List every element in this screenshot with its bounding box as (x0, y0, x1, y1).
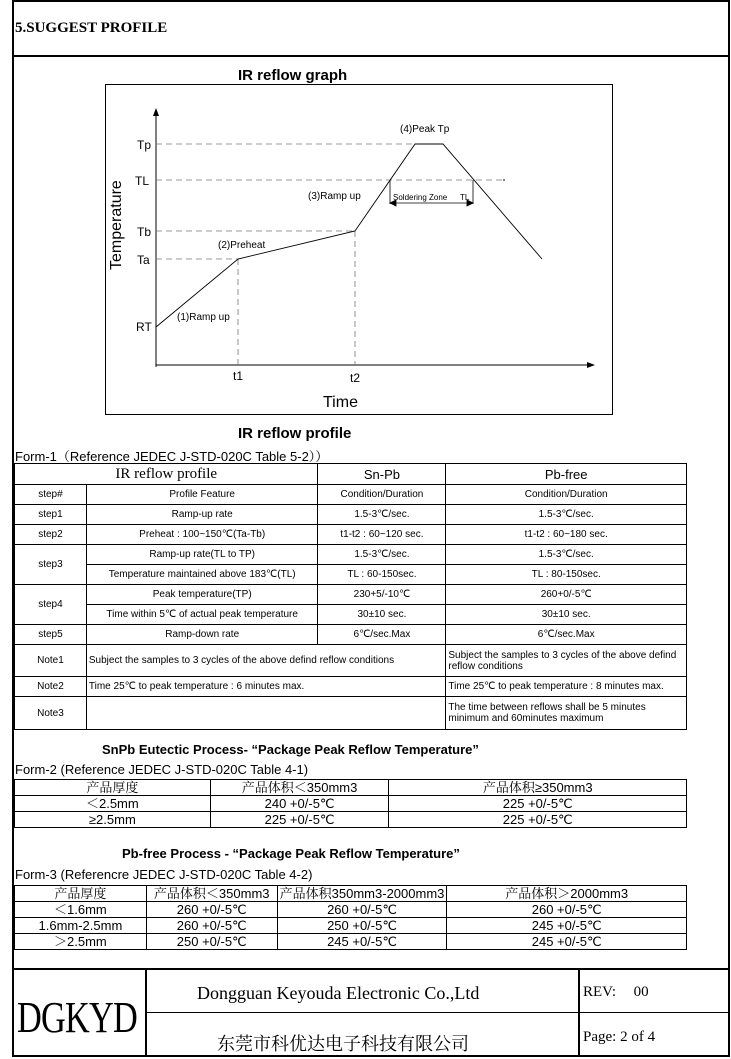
form3-table (14, 885, 687, 950)
guide-lines (156, 144, 505, 365)
form2-heading: SnPb Eutectic Process- “Package Peak Reflow Temperature” (102, 742, 479, 757)
table-cell: ＜2.5mm (15, 796, 211, 812)
y-tick-rt: RT (136, 320, 152, 334)
profile-curve (156, 144, 542, 327)
x-tick-t2: t2 (350, 371, 361, 385)
form2-label: Form-2 (Reference JEDEC J-STD-020C Table 4-1) (15, 762, 309, 777)
company-logo: DGKYD (17, 993, 138, 1042)
table-cell: step5 (15, 625, 87, 645)
table-cell: Peak temperature(TP) (86, 585, 318, 605)
form1-label: Form-1（Reference JEDEC J-STD-020C Table 5-2）） (15, 449, 329, 464)
table-cell: 225 +0/-5℃ (389, 796, 687, 812)
table-row (15, 902, 687, 918)
annotation-ramp-up-1: (1)Ramp up (177, 312, 230, 323)
table-cell: 产品体积＞2000mm3 (447, 886, 687, 902)
table-cell: step2 (15, 525, 87, 545)
annotation-ramp-up-3: (3)Ramp up (308, 191, 361, 202)
rev-label: REV: (583, 984, 617, 1000)
subhead-feature: Profile Feature (86, 485, 318, 505)
section-header (12, 0, 730, 57)
table-cell: 1.5-3℃/sec. (446, 505, 687, 525)
table-cell: 30±10 sec. (318, 605, 446, 625)
table-cell: Time 25℃ to peak temperature : 6 minutes max. (86, 677, 445, 697)
col-head-snpb: Sn-Pb (318, 464, 446, 485)
table-cell: Subject the samples to 3 cycles of the above defind reflow conditions (446, 645, 687, 677)
table-row (15, 505, 687, 525)
y-tick-tb: Tb (137, 225, 152, 239)
rev-value: 00 (633, 984, 649, 1000)
table-cell: 1.5-3℃/sec. (318, 505, 446, 525)
x-tick-t1: t1 (233, 369, 244, 383)
table-cell: 产品体积＜350mm3 (146, 886, 277, 902)
table-cell: step1 (15, 505, 87, 525)
note-row (15, 697, 687, 730)
table-row (15, 605, 687, 625)
table-cell: 260 +0/-5℃ (447, 902, 687, 918)
table-row (15, 625, 687, 645)
table-cell: 1.5-3℃/sec. (318, 545, 446, 565)
table-row (15, 565, 687, 585)
table-cell: 225 +0/-5℃ (210, 812, 389, 828)
table-cell: Note1 (15, 645, 87, 677)
col-head-profile: IR reflow profile (15, 464, 318, 485)
table-cell: 250 +0/-5℃ (146, 934, 277, 950)
annotation-soldering-zone: Soldering Zone (393, 193, 448, 202)
table-cell: 产品厚度 (15, 886, 147, 902)
annotation-preheat: (2)Preheat (218, 240, 266, 251)
table-cell: ≥2.5mm (15, 812, 211, 828)
company-name-cn: 东莞市科优达电子科技有限公司 (217, 1034, 469, 1054)
page-value: 2 of 4 (620, 1029, 656, 1045)
table-cell: 260 +0/-5℃ (277, 902, 447, 918)
table-row (15, 918, 687, 934)
table-cell: 1.6mm-2.5mm (15, 918, 147, 934)
graph-title: IR reflow graph (238, 67, 348, 84)
table-cell: Ramp-up rate (86, 505, 318, 525)
table-cell: 245 +0/-5℃ (277, 934, 447, 950)
y-tick-tp: Tp (137, 138, 152, 152)
table-cell: 6℃/sec.Max (446, 625, 687, 645)
x-axis-label: Time (323, 394, 358, 411)
form2-table (14, 779, 687, 828)
table-cell: TL : 80-150sec. (446, 565, 687, 585)
table-row (15, 796, 687, 812)
table-cell: 245 +0/-5℃ (447, 918, 687, 934)
note-row (15, 677, 687, 697)
table-cell: Time within 5℃ of actual peak temperature (86, 605, 318, 625)
reflow-graph (105, 84, 613, 415)
table-cell: 产品厚度 (15, 780, 211, 796)
table-cell: Ramp-down rate (86, 625, 318, 645)
y-tick-ta: Ta (137, 253, 150, 267)
table-row (15, 545, 687, 565)
form3-label: Form-3 (Referencre JEDEC J-STD-020C Table 4-2) (15, 867, 313, 882)
y-axis-label: Temperature (108, 180, 125, 270)
subhead-pbfree: Condition/Duration (446, 485, 687, 505)
table-cell: 30±10 sec. (446, 605, 687, 625)
table-cell: 225 +0/-5℃ (389, 812, 687, 828)
table-row (15, 525, 687, 545)
table-cell: Note3 (15, 697, 87, 730)
table-cell: TL : 60-150sec. (318, 565, 446, 585)
profile-title: IR reflow profile (238, 425, 352, 442)
table-cell: 260+0/-5℃ (446, 585, 687, 605)
table-cell: 240 +0/-5℃ (210, 796, 389, 812)
table-cell: Temperature maintained above 183℃(TL) (86, 565, 318, 585)
table-row (15, 934, 687, 950)
table-cell: step3 (15, 545, 87, 585)
x-axis-arrow (587, 362, 595, 368)
table-cell: 245 +0/-5℃ (447, 934, 687, 950)
table-cell: t1-t2 : 60~180 sec. (446, 525, 687, 545)
section-title: 5.SUGGEST PROFILE (15, 20, 168, 36)
y-axis-arrow (153, 108, 159, 116)
table-cell: Preheat : 100~150℃(Ta-Tb) (86, 525, 318, 545)
table-cell: ＞2.5mm (15, 934, 147, 950)
table-cell: 6℃/sec.Max (318, 625, 446, 645)
form1-table (14, 463, 687, 730)
table-row (15, 585, 687, 605)
table-cell: The time between reflows shall be 5 minutes minimum and 60minutes maximum (446, 697, 687, 730)
subhead-step: step# (15, 485, 87, 505)
table-cell: 250 +0/-5℃ (277, 918, 447, 934)
table-cell: 产品体积≥350mm3 (389, 780, 687, 796)
page-label: Page: (583, 1029, 617, 1045)
table-cell: Subject the samples to 3 cycles of the above defind reflow conditions (86, 645, 445, 677)
form3-heading: Pb-free Process - “Package Peak Reflow Temperature” (122, 846, 460, 861)
annotation-tl: TL (460, 193, 470, 202)
table-cell: step4 (15, 585, 87, 625)
table-cell: 产品体积350mm3-2000mm3 (277, 886, 447, 902)
table-cell: t1-t2 : 60~120 sec. (318, 525, 446, 545)
table-row (15, 812, 687, 828)
col-head-pbfree: Pb-free (446, 464, 687, 485)
table-cell: ＜1.6mm (15, 902, 147, 918)
y-tick-tl: TL (135, 174, 150, 188)
subhead-snpb: Condition/Duration (318, 485, 446, 505)
company-name-en: Dongguan Keyouda Electronic Co.,Ltd (197, 983, 480, 1003)
table-cell: Time 25℃ to peak temperature : 8 minutes max. (446, 677, 687, 697)
footer (12, 968, 730, 1057)
note-row (15, 645, 687, 677)
table-cell: Ramp-up rate(TL to TP) (86, 545, 318, 565)
annotation-peak: (4)Peak Tp (400, 124, 450, 135)
table-cell: 产品体积＜350mm3 (210, 780, 389, 796)
table-cell: Note2 (15, 677, 87, 697)
table-cell (86, 697, 445, 730)
table-cell: 260 +0/-5℃ (146, 902, 277, 918)
table-cell: 230+5/-10℃ (318, 585, 446, 605)
table-cell: 260 +0/-5℃ (146, 918, 277, 934)
table-cell: 1.5-3℃/sec. (446, 545, 687, 565)
